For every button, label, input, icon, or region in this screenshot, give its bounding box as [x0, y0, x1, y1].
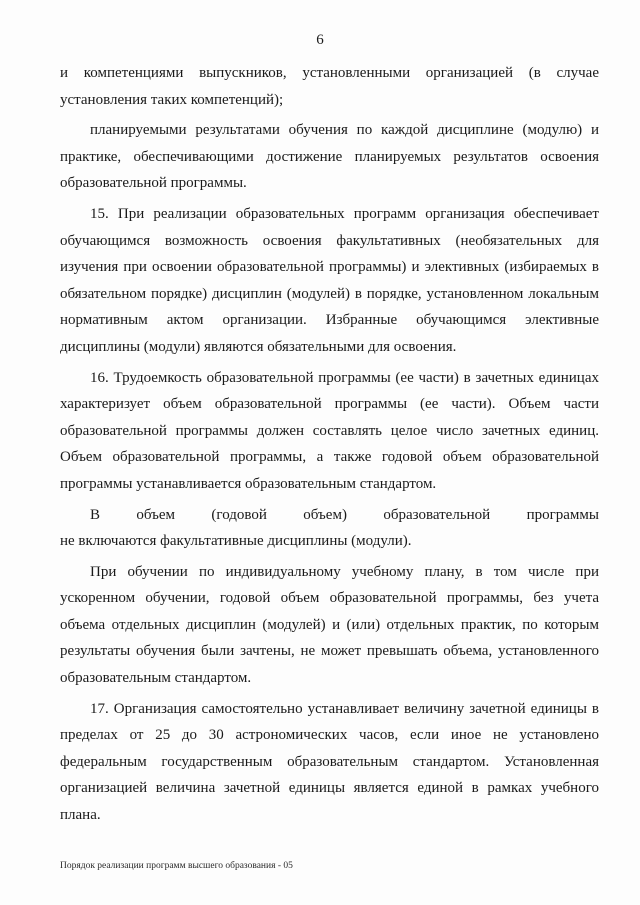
paragraph-competencies: и компетенциями выпускников, установленными организацией (в случае установления таких компетенций);: [60, 65, 599, 108]
paragraph-item-15: 15. При реализации образовательных программ организация обеспечивает обучающимся возможность освоения факультативных (необязательных для изучения при освоении образовательной программы) и элективных (избираемых в обязательном порядке) дисциплин (модулей) в порядке, установленном локальным нормативным актом организации. Избранные обучающимся элективные дисциплины (модули) являются обязательными для освоения.: [60, 205, 599, 355]
paragraph-item-17: 17. Организация самостоятельно устанавливает величину зачетной единицы в пределах от 25 до 30 астрономических часов, если иное не установлено федеральным государственным образовательным стандартом. Установленная организацией величина зачетной единицы является единой в рамках учебного плана.: [60, 700, 599, 824]
paragraph-annual-volume-line2: не включаются факультативные дисциплины (модули).: [60, 533, 412, 550]
paragraph-individual-plan: При обучении по индивидуальному учебному плану, в том числе при ускоренном обучении, годовой объем образовательной программы, без учета объема отдельных дисциплин (модулей) и (или) отдельных практик, по которым результаты обучения были зачтены, не может превышать объема, установленного образовательным стандартом.: [60, 563, 599, 687]
body-text: [60, 60, 599, 829]
paragraph-annual-volume-line1: В объем (годовой объем) образовательной программы: [90, 506, 599, 523]
paragraph-item-16: 16. Трудоемкость образовательной программы (ее части) в зачетных единицах характеризует объем образовательной программы (ее части). Объем части образовательной программы должен составлять целое число зачетных единиц. Объем образовательной программы, а также годовой объем образовательной программы устанавливается образовательным стандартом.: [60, 369, 599, 492]
page-footer: Порядок реализации программ высшего образования - 05: [60, 861, 293, 871]
page-number: 6: [316, 32, 324, 48]
paragraph-learning-outcomes: планируемыми результатами обучения по каждой дисциплине (модулю) и практике, обеспечивающими достижение планируемых результатов освоения образовательной программы.: [60, 122, 599, 192]
